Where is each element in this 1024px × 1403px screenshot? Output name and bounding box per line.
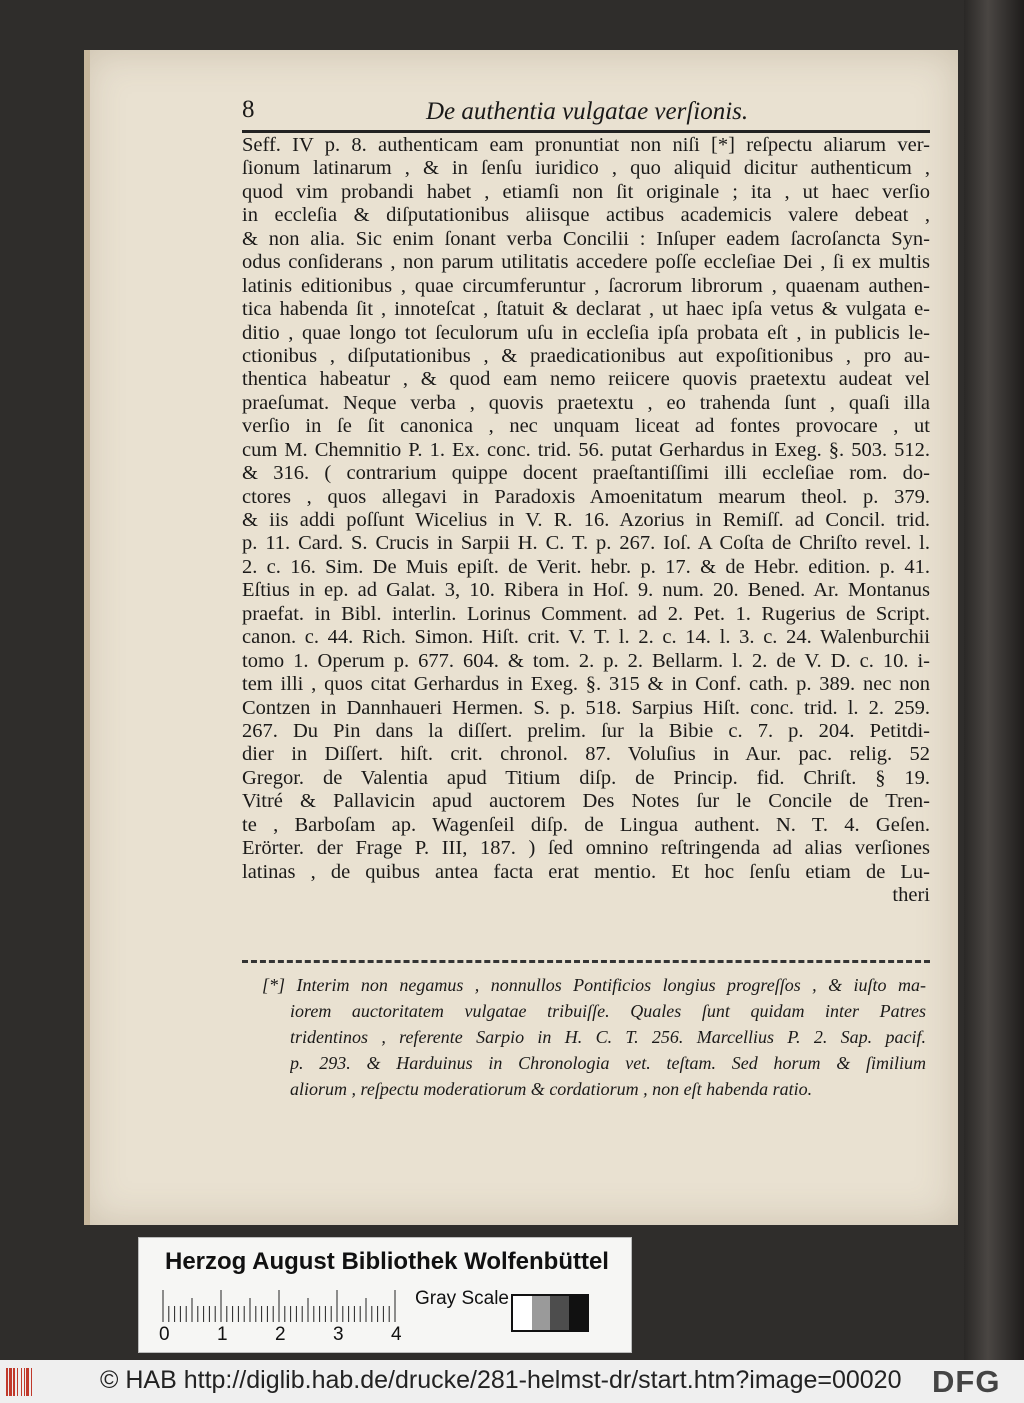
page-number: 8	[242, 96, 255, 123]
gray-patch-swatch	[550, 1296, 569, 1330]
gray-patch-swatch	[569, 1296, 588, 1330]
footnote-line: aliorum , reſpectu moderatiorum & cordatiorum , non eſt habenda ratio.	[290, 1079, 813, 1099]
body-line: Gregor. de Valentia apud Titium diſp. de Princip. fid. Chriſt. § 19.	[242, 766, 930, 789]
body-line: ditio , quae longo tot ſeculorum uſu in eccleſia ipſa probata eſt , in publicis le-	[242, 321, 930, 344]
body-line: ctionibus , diſputationibus , & praedicationibus aut expoſitionibus , pro au-	[242, 344, 930, 367]
body-line: Eſtius in ep. ad Galat. 3, 10. Ribera in Hoſ. 9. num. 20. Bened. Ar. Montanus	[242, 579, 930, 602]
body-line: theri	[892, 884, 930, 906]
barcode-bar	[24, 1368, 25, 1396]
body-line: canon. c. 44. Rich. Simon. Hiſt. crit. V. T. l. 2. c. 14. l. 3. c. 24. Walenburchii	[242, 626, 930, 649]
footnote-separator	[242, 960, 930, 963]
body-line: thentica habeatur , & quod eam nemo reiicere quovis praetextu audeat vel	[242, 368, 930, 391]
body-line: 267. Du Pin dans la diſſert. prelim. ſur la Bibie c. 7. p. 204. Petitdi-	[242, 719, 930, 742]
gray-patch-swatch	[532, 1296, 551, 1330]
ruler-number: 1	[217, 1324, 228, 1345]
gray-patch-swatch	[513, 1296, 532, 1330]
footer-credit-link[interactable]: © HAB http://diglib.hab.de/drucke/281-helmst-dr/start.htm?image=00020	[100, 1366, 902, 1394]
body-line: & 316. ( contrarium quippe docent praeſtantiſſimi illi eccleſiae rom. do-	[242, 462, 930, 485]
ruler	[161, 1290, 399, 1322]
footnote-line: tridentinos , referente Sarpio in H. C. T. 256. Marcellius P. 2. Sap. pacif.	[290, 1027, 926, 1047]
header-rule	[242, 130, 930, 133]
footnote-line: [*] Interim non negamus , nonnullos Pontificios longius progreſſos , & iuſto ma-	[262, 975, 926, 995]
barcode-bar	[13, 1368, 15, 1396]
body-line: 2. c. 16. Sim. De Muis epiſt. de Verit. hebr. p. 17. & de Hebr. edition. p. 41.	[242, 555, 930, 578]
gray-scale-label: Gray Scale	[415, 1288, 509, 1309]
body-line: ſionum latinarum , & in ſenſu iuridico , quo aliquid dicitur authenticum ,	[242, 157, 930, 180]
barcode-bar	[17, 1368, 18, 1396]
body-line: cum M. Chemnitio P. 1. Ex. conc. trid. 56. putat Gerhardus in Exeg. §. 503. 512.	[242, 438, 930, 461]
body-line: odus conſiderans , non parum utilitatis accedere poſſe eccleſiae Dei , ſi ex multis	[242, 251, 930, 274]
footnote-line: iorem auctoritatem vulgatae tribuiſſe. Quales ſunt quidam inter Patres	[290, 1001, 926, 1021]
footnote-line: p. 293. & Harduinus in Chronologia vet. teſtam. Sed horum & ſimilium	[290, 1053, 926, 1073]
ruler-number: 3	[333, 1324, 344, 1345]
barcode-bar	[6, 1368, 8, 1396]
body-line: Erörter. der Frage P. III, 187. ) ſed omnino reſtringenda ad alias verſiones	[242, 837, 930, 860]
body-line: tomo 1. Operum p. 677. 604. & tom. 2. p. 2. Bellarm. l. 2. de V. D. c. 10. i-	[242, 649, 930, 672]
body-line: in eccleſia & diſputationibus aliisque actibus academicis valere debeat ,	[242, 204, 930, 227]
body-line: Vitré & Pallavicin apud auctorem Des Notes ſur le Concile de Tren-	[242, 790, 930, 813]
body-line: tica habenda ſit , innoteſcat , ſtatuit & declarat , ut haec ipſa vetus & vulgata e-	[242, 298, 930, 321]
gray-scale-patch	[511, 1294, 589, 1332]
body-line: Contzen in Dannhaueri Hermen. S. p. 518. Sarpius Hiſt. conc. trid. l. 2. 259.	[242, 696, 930, 719]
card-title: Herzog August Bibliothek Wolfenbüttel	[165, 1248, 609, 1275]
body-line: dier in Diſſert. hiſt. crit. chronol. 87. Voluſius in Aur. pac. relig. 52	[242, 743, 930, 766]
body-text	[242, 134, 930, 907]
barcode-bar	[21, 1368, 22, 1396]
body-line: & iis addi poſſunt Wicelius in V. R. 16. Azorius in Remiſſ. ad Concil. trid.	[242, 509, 930, 531]
ruler-number: 4	[391, 1324, 402, 1345]
running-title: De authentia vulgatae verſionis.	[426, 98, 749, 125]
ruler-numbers	[159, 1324, 419, 1348]
page-header	[242, 96, 930, 130]
book-binding-edge	[964, 0, 1024, 1360]
body-line: quod vim probandi habet , etiamſi non ſit originale ; ita , ut haec verſio	[242, 180, 930, 203]
dfg-logo: DFG	[932, 1364, 1001, 1399]
footer-bar	[0, 1360, 1024, 1403]
body-line: praeſumat. Neque verba , quovis praetextu , eo trahenda ſunt , quaſi illa	[242, 391, 930, 414]
body-line: verſio in ſe ſit canonica , nec unquam liceat ad fontes provocare , ut	[242, 415, 930, 438]
body-line: ctores , quos allegavi in Paradoxis Amoenitatum mearum theol. p. 379.	[242, 485, 930, 508]
barcode-icon	[6, 1368, 46, 1396]
footnote-block	[262, 972, 926, 1102]
body-line: te , Barboſam ap. Wagenſeil diſp. de Lingua authent. N. T. 4. Geſen.	[242, 813, 930, 836]
body-line: Seff. IV p. 8. authenticam eam pronuntiat non niſi [*] reſpectu aliarum ver-	[242, 134, 930, 156]
barcode-bar	[31, 1368, 32, 1396]
body-line: p. 11. Card. S. Crucis in Sarpii H. C. T. p. 267. Ioſ. A Coſta de Chriſto revel. l.	[242, 532, 930, 555]
ruler-number: 0	[159, 1324, 170, 1345]
body-line: latinas , de quibus antea facta erat mentio. Et hoc ſenſu etiam de Lu-	[242, 860, 930, 883]
body-line: & non alia. Sic enim ſonant verba Concilii : Inſuper eadem ſacroſancta Syn-	[242, 227, 930, 250]
body-line: tem illi , quos citat Gerhardus in Exeg. §. 315 & in Conf. cath. p. 389. nec non	[242, 673, 930, 696]
barcode-bar	[9, 1368, 12, 1396]
body-line: praefat. in Bibl. interlin. Lorinus Comment. ad 2. Pet. 1. Rugerius de Script.	[242, 602, 930, 625]
ruler-number: 2	[275, 1324, 286, 1345]
color-calibration-card	[138, 1237, 632, 1353]
page-edge	[84, 50, 90, 1225]
body-line: latinis editionibus , quae circumferuntur , ſacrorum librorum , quaenam authen-	[242, 274, 930, 297]
barcode-bar	[26, 1368, 29, 1396]
